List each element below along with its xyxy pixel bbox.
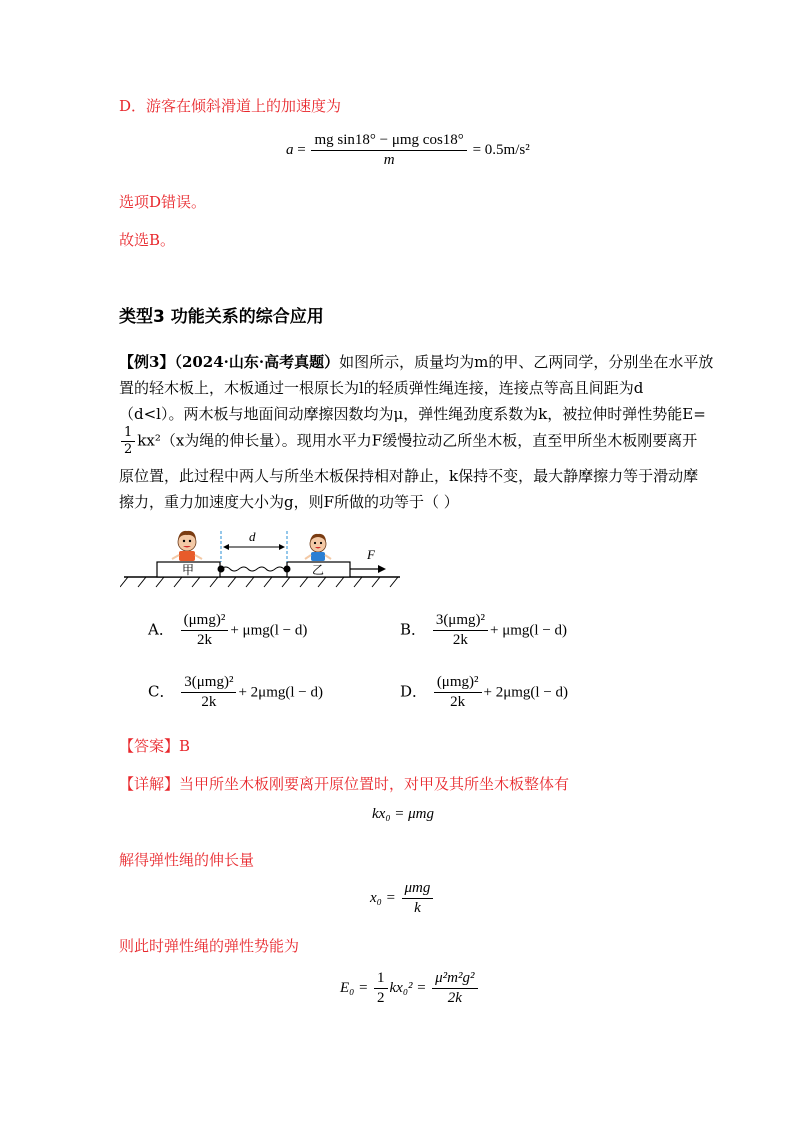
final-choice: 故选B。 [119,231,176,249]
detail-eq3-frac2-num: μ²m²g² [432,970,477,989]
label-jia: 甲 [182,563,195,577]
option-c-letter: C． [148,682,175,701]
ground-hatching [120,577,398,587]
option-d[interactable] [400,674,568,711]
option-d-letter: D． [400,682,428,701]
conclusion-d: 选项D错误。 [119,193,207,211]
option-a-tail: + μmg(l − d) [230,622,308,639]
person-yi-icon [305,534,331,561]
formula-a-denominator: m [383,152,395,168]
section-heading: 类型3 功能关系的综合应用 [119,307,324,327]
option-b-den: 2k [452,632,468,648]
example-line-4 [119,426,697,457]
example-half-num: 1 [121,426,135,442]
option-c-tail: + 2μmg(l − d) [238,684,324,701]
detail-eq3-frac1 [374,970,388,1007]
option-d-den: 2k [450,694,466,710]
person-jia-icon [172,531,202,561]
example-line-5: 原位置，此过程中两人与所坐木板保持相对静止，k保持不变，最大静摩擦力等于滑动摩 [119,467,699,485]
example-line-1 [119,352,713,372]
detail-eq2-lhs: x₀ = [370,889,396,906]
example-line-3: （d<l）。两木板与地面间动摩擦因数均为μ，弹性绳劲度系数为k，被拉伸时弹性势能E= [119,405,706,423]
d-arrow-right-head [279,544,285,550]
formula-acceleration: a = $\frac{\text{mg sin18° − μmg cos18°}}{m}$ = 0.5m/s² [286,132,530,168]
detail-eq2-num: μmg [402,880,434,899]
detail-eq2 [370,880,435,917]
example-line-2: 置的轻木板上，木板通过一根原长为l的轻质弹性绳连接，连接点等高且间距为d [119,379,644,397]
detail-eq3-lhs: E₀ = [340,979,369,996]
detail-eq3 [340,970,480,1007]
detail-intro: 【详解】当甲所坐木板刚要离开原位置时，对甲及其所坐木板整体有 [119,775,570,793]
option-a-letter: A． [148,620,174,639]
option-b-num: 3(μmg)² [433,612,488,631]
option-b-tail: + μmg(l − d) [490,622,568,639]
option-a-den: 2k [196,632,212,648]
example-source: （2024·山东·高考真题） [174,353,340,371]
example-half-fraction [121,426,135,457]
example-half-den: 2 [124,442,133,457]
option-b-fraction [433,612,488,649]
example-text-1: 如图所示，质量均为m的甲、乙两同学，分别坐在水平放 [339,353,714,371]
option-a-fraction [181,612,229,649]
option-c-num: 3(μmg)² [181,674,236,693]
detail-eq3-frac2-den: 2k [447,990,462,1006]
option-a-num: (μmg)² [181,612,229,631]
d-arrow-left-head [223,544,229,550]
option-d-fraction [434,674,482,711]
formula-a-lhs: a [286,141,294,158]
answer-line: 【答案】B [119,737,191,755]
option-a[interactable] [148,612,307,649]
option-b-letter: B． [400,620,427,639]
label-yi: 乙 [312,563,325,577]
connector-left [218,566,225,573]
option-c-den: 2k [201,694,217,710]
detail-eq3-frac1-den: 2 [377,990,385,1006]
problem-figure [120,525,405,597]
option-d-explanation: D．游客在倾斜滑道上的加速度为 [119,97,342,115]
formula-a-numerator: mg sin18° − μmg cos18° [311,132,466,151]
detail-eq2-fraction [402,880,434,917]
formula-a-rhs: = 0.5m/s² [472,141,530,158]
elastic-rope [221,567,287,571]
detail-text3: 则此时弹性绳的弹性势能为 [119,937,300,955]
option-d-num: (μmg)² [434,674,482,693]
option-c-fraction [181,674,236,711]
example-line-6: 擦力，重力加速度大小为g，则F所做的功等于（ ） [119,493,459,511]
example-tag: 【例3】 [119,353,175,371]
example-text-4: kx²（x为绳的伸长量）。现用水平力F缓慢拉动乙所坐木板，直至甲所坐木板刚要离开 [137,431,698,450]
detail-eq2-den: k [414,900,421,916]
detail-eq3-frac2 [432,970,477,1007]
label-d: d [249,529,256,544]
label-f: F [367,547,375,562]
force-arrow-head [378,565,386,573]
option-c[interactable] [148,674,323,711]
detail-eq3-frac1-num: 1 [374,970,388,989]
detail-eq1: kx₀ = μmg [372,806,435,822]
detail-text2: 解得弹性绳的伸长量 [119,851,255,869]
connector-right [284,566,291,573]
detail-eq3-mid: kx₀² = [389,979,427,996]
formula-a-fraction [311,132,466,169]
option-b[interactable] [400,612,567,649]
option-d-tail: + 2μmg(l − d) [483,684,569,701]
